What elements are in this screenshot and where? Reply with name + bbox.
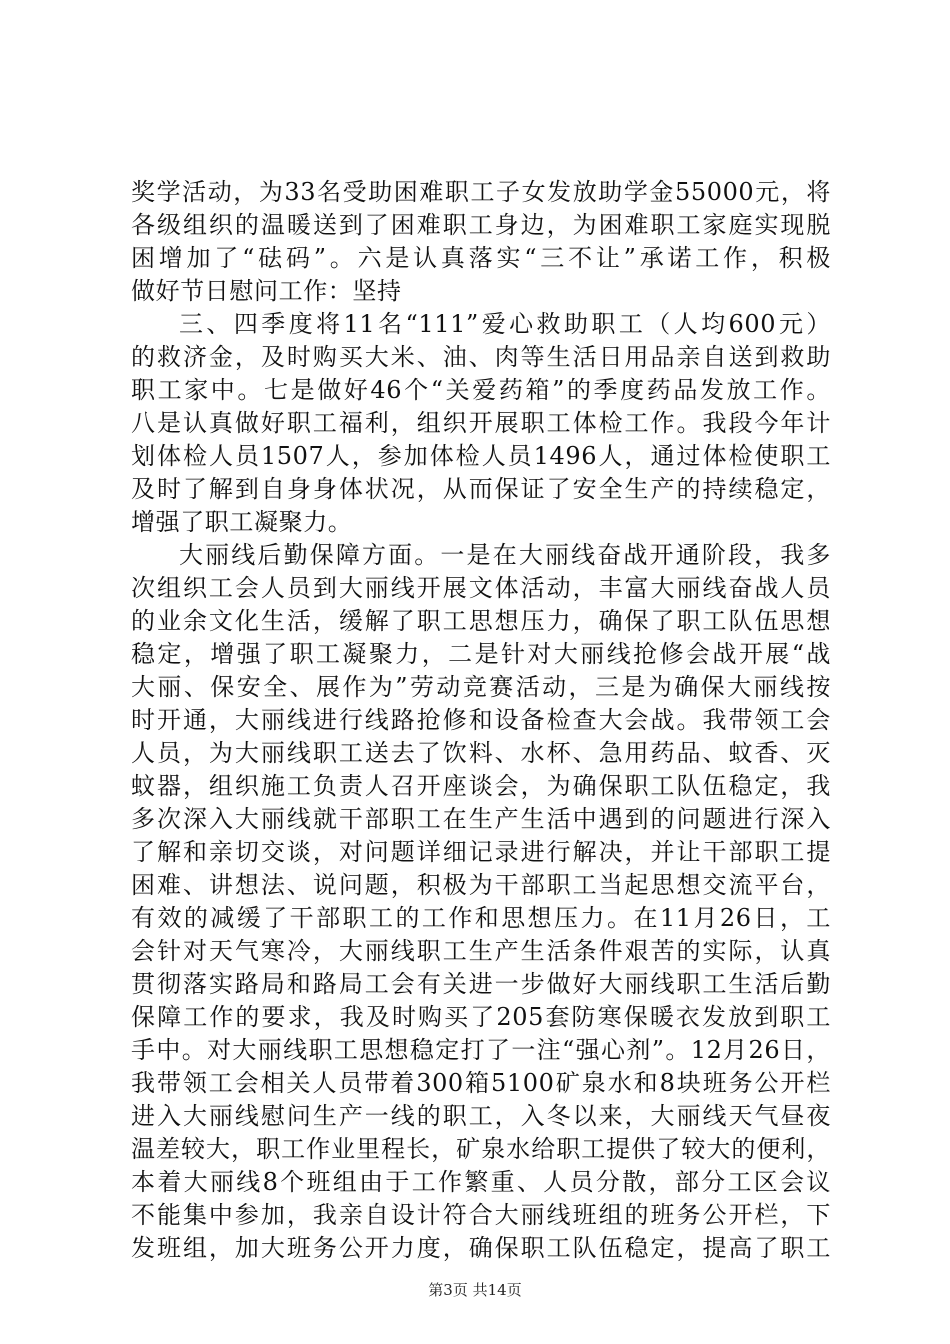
text-line: 蚊器，组织施工负责人召开座谈会，为确保职工队伍稳定，我: [131, 772, 831, 800]
text-line: 困增加了“砝码”。六是认真落实“三不让”承诺工作，积极: [131, 244, 831, 272]
text-line: 会针对天气寒冷，大丽线职工生产生活条件艰苦的实际，认真: [131, 937, 831, 965]
text-line: 大丽线后勤保障方面。一是在大丽线奋战开通阶段，我多: [179, 541, 831, 569]
text-line: 困难、讲想法、说问题，积极为干部职工当起思想交流平台，: [131, 871, 831, 899]
text-line: 有效的减缓了干部职工的工作和思想压力。在11月26日，工: [131, 904, 831, 932]
text-line: 奖学活动，为33名受助困难职工子女发放助学金55000元，将: [131, 178, 831, 206]
text-line: 稳定，增强了职工凝聚力，二是针对大丽线抢修会战开展“战: [131, 640, 831, 668]
text-line: 贯彻落实路局和路局工会有关进一步做好大丽线职工生活后勤: [131, 970, 831, 998]
text-line: 增强了职工凝聚力。: [131, 508, 353, 536]
text-line: 多次深入大丽线就干部职工在生产生活中遇到的问题进行深入: [131, 805, 831, 833]
text-line: 各级组织的温暖送到了困难职工身边，为困难职工家庭实现脱: [131, 211, 831, 239]
text-line: 大丽、保安全、展作为”劳动竞赛活动，三是为确保大丽线按: [131, 673, 831, 701]
text-line: 温差较大，职工作业里程长，矿泉水给职工提供了较大的便利，: [131, 1135, 831, 1163]
body-text: [131, 176, 831, 1265]
text-line: 手中。对大丽线职工思想稳定打了一注“强心剂”。12月26日，: [131, 1036, 831, 1064]
text-line: 的救济金，及时购买大米、油、肉等生活日用品亲自送到救助: [131, 343, 831, 371]
text-line: 了解和亲切交谈，对问题详细记录进行解决，并让干部职工提: [131, 838, 831, 866]
text-line: 保障工作的要求，我及时购买了205套防寒保暖衣发放到职工: [131, 1003, 831, 1031]
text-line: 划体检人员1507人，参加体检人员1496人，通过体检使职工: [131, 442, 831, 470]
text-line: 做好节日慰问工作：坚持: [131, 277, 402, 305]
text-line: 三、四季度将11名“111”爱心救助职工（人均600元）: [179, 310, 831, 338]
text-line: 本着大丽线8个班组由于工作繁重、人员分散，部分工区会议: [131, 1168, 831, 1196]
text-line: 及时了解到自身身体状况，从而保证了安全生产的持续稳定，: [131, 475, 831, 503]
text-line: 时开通，大丽线进行线路抢修和设备检查大会战。我带领工会: [131, 706, 831, 734]
text-line: 进入大丽线慰问生产一线的职工，入冬以来，大丽线天气昼夜: [131, 1102, 831, 1130]
text-line: 发班组，加大班务公开力度，确保职工队伍稳定，提高了职工: [131, 1234, 831, 1262]
text-line: 职工家中。七是做好46个“关爱药箱”的季度药品发放工作。: [131, 376, 831, 404]
text-line: 人员，为大丽线职工送去了饮料、水杯、急用药品、蚊香、灭: [131, 739, 831, 767]
page-number-footer: 第3页 共14页: [428, 1281, 522, 1299]
text-line: 的业余文化生活，缓解了职工思想压力，确保了职工队伍思想: [131, 607, 831, 635]
text-line: 次组织工会人员到大丽线开展文体活动，丰富大丽线奋战人员: [131, 574, 831, 602]
text-line: 不能集中参加，我亲自设计符合大丽线班组的班务公开栏，下: [131, 1201, 831, 1229]
text-line: 八是认真做好职工福利，组织开展职工体检工作。我段今年计: [131, 409, 831, 437]
text-line: 我带领工会相关人员带着300箱5100矿泉水和8块班务公开栏: [131, 1069, 831, 1097]
